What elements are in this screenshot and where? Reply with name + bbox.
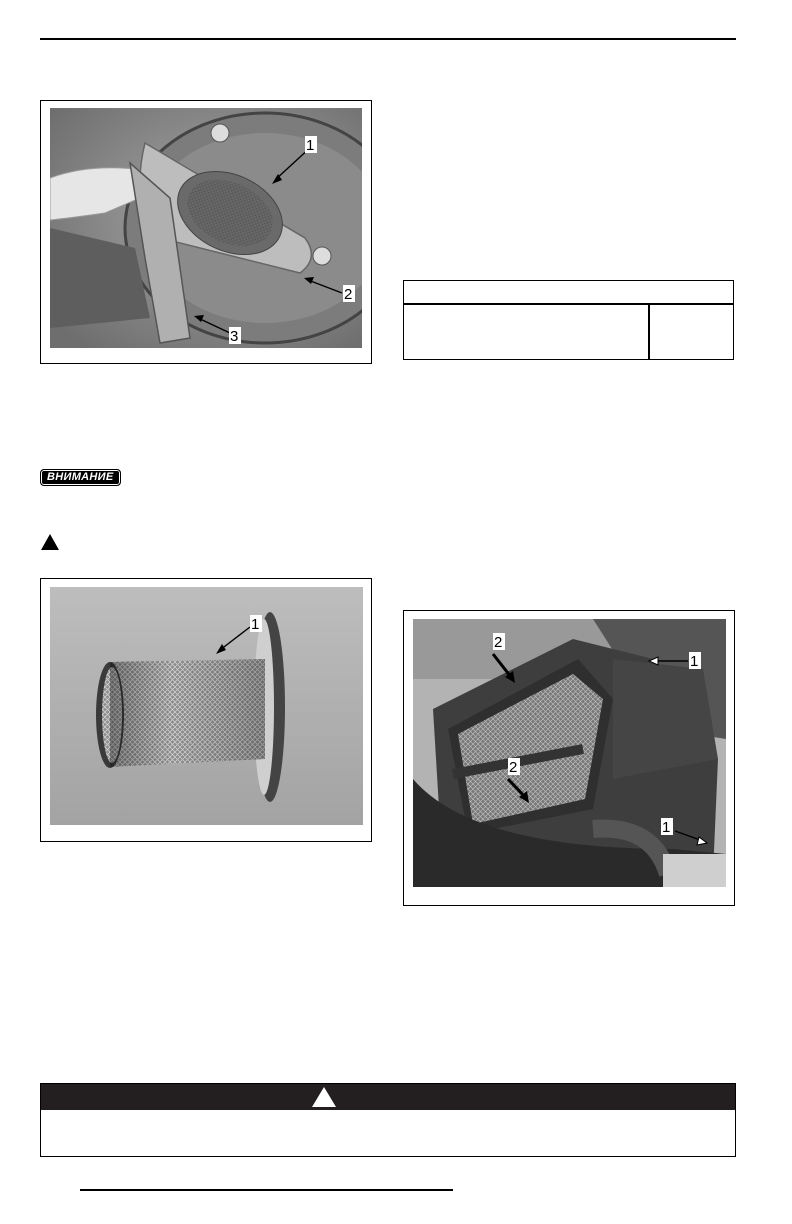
spec-table-column-divider bbox=[648, 303, 650, 359]
callout-label-1-bottom: 1 bbox=[662, 819, 671, 836]
warning-box bbox=[40, 1083, 736, 1157]
callout-label-2-bottom: 2 bbox=[509, 759, 518, 776]
spec-table-header-divider bbox=[404, 303, 733, 305]
photo-spark-arrester-mesh bbox=[50, 587, 363, 825]
callout-label-1: 1 bbox=[251, 616, 260, 633]
spec-table bbox=[403, 280, 734, 360]
warning-header-bar bbox=[41, 1084, 735, 1110]
notice-badge: ВНИМАНИЕ bbox=[40, 469, 121, 486]
callout-label-3: 3 bbox=[230, 328, 239, 345]
footer-rule bbox=[80, 1189, 453, 1191]
warning-triangle-icon bbox=[311, 1086, 337, 1108]
figure-spark-arrester-removal bbox=[40, 100, 372, 364]
callout-label-1: 1 bbox=[306, 137, 315, 154]
warning-triangle-icon bbox=[40, 533, 60, 556]
callout-label-2-top: 2 bbox=[494, 634, 503, 651]
photo-muffler-flange bbox=[50, 108, 362, 348]
callout-label-2: 2 bbox=[344, 286, 353, 303]
header-rule bbox=[40, 38, 736, 40]
figure-intake-cover bbox=[403, 610, 735, 906]
figure-spark-arrester bbox=[40, 578, 372, 842]
photo-intake-cover bbox=[413, 619, 726, 887]
callout-label-1-top: 1 bbox=[690, 653, 699, 670]
